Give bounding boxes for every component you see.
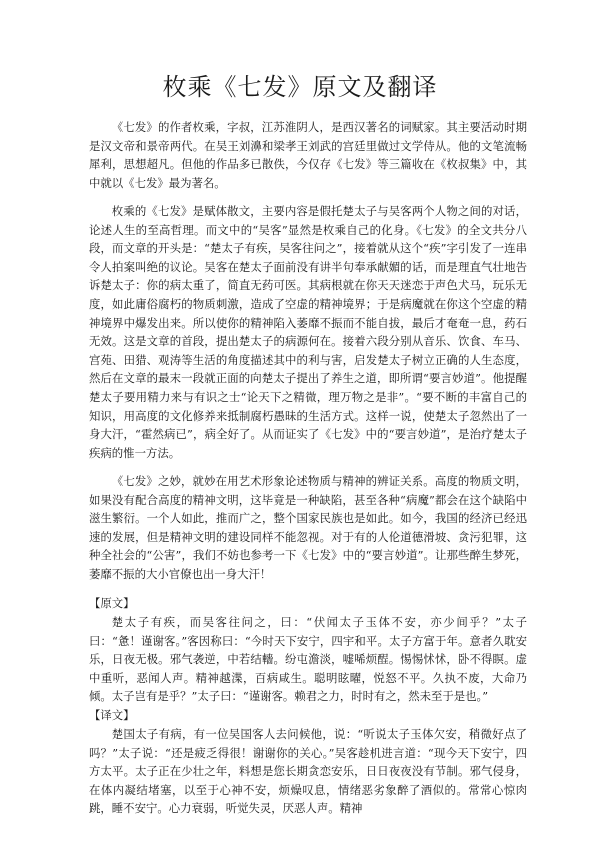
intro-paragraph: 《七发》的作者枚乘，字叔，江苏淮阴人，是西汉著名的词赋家。其主要活动时期是汉文帝和景帝两代。在吴王刘濞和梁孝王刘武的宫廷里做过文学侍从。他的文笔流畅犀利，思想超凡。但他的作品多已散佚，今仅存《七发》等三篇收在《枚叔集》中，其中就以《七发》最为著名。: [89, 120, 527, 190]
translation-heading: 【译文】: [89, 708, 135, 722]
page-title: 枚乘《七发》原文及翻译: [162, 73, 438, 101]
analysis-paragraph: 枚乘的《七发》是赋体散文，主要内容是假托楚太子与吴客两个人物之间的对话，论述人生的至高哲理。而文中的“吴客”显然是枚乘自己的化身。《七发》的全文共分八段，而文章的开头是：“楚太子有疾，吴客往问之”，接着就从这个“疾”字引发了一连串令人拍案叫绝的议论。吴客在楚太子面前没有讲半句奉承献媚的话，而是理直气壮地告诉楚太子：你的病太重了，简直无药可医。其病根就在你天天迷恋于声色犬马，玩乐无度，如此庸俗腐朽的物质刺激，造成了空虚的精神境界；于是病魔就在你这个空虚的精神境界中爆发出来。所以使你的精神陷入萎靡不振而不能自拔，最后才奄奄一息，药石无效。这是文章的首段，提出楚太子的病源何在。接着六段分别从音乐、饮食、车马、宫苑、田猎、观涛等生活的角度描述其中的利与害，启发楚太子树立正确的人生态度，然后在文章的最末一段就正面的向楚太子提出了养生之道，即所谓“要言妙道”。他提醒楚太子要用精力来与有识之士“论天下之精微，理万物之是非”。“要不断的丰富自己的知识，用高度的文化修养来抵制腐朽愚昧的生活方式。这样一说，使楚太子忽然出了一身大汗，“霍然病已”，病全好了。从而证实了《七发》中的“要言妙道”，是治疗楚太子疾病的惟一方法。: [89, 204, 527, 460]
translation-text: 楚国太子有病，有一位吴国客人去问候他，说：“听说太子玉体欠安，稍微好点了吗？”太子说：“还是疲乏得很！谢谢你的关心。”吴客趁机进言道：“现今天下安宁，四方太平。太子正在少壮之年，料想是您长期贪恋安乐，日日夜夜没有节制。邪气侵身，在体内凝结堵塞，以至于心神不安，烦燥叹息，情绪恶劣象醉了酒似的。常常心惊肉跳，睡不安宁。心力衰弱，听觉失灵，厌恶人声。精神: [89, 727, 527, 816]
commentary-paragraph: 《七发》之妙，就妙在用艺术形象论述物质与精神的辨证关系。高度的物质文明，如果没有配合高度的精神文明，这毕竟是一种缺陷，甚至各种“病魔”都会在这个缺陷中滋生繁衍。一个人如此，推而广之，整个国家民族也是如此。如今，我国的经济已经迅速的发展，但是精神文明的建设同样不能忽视。对于有的人伦道德滑坡、贪污犯罪，这种全社会的“公害”，我们不妨也参考一下《七发》中的“要言妙道”。让那些醉生梦死，萎靡不振的大小官僚也出一身大汗！: [89, 474, 527, 581]
original-text: 楚太子有疾，而吴客往问之，曰：“伏闻太子玉体不安，亦少间乎？”太子曰：“惫！谨谢客。”客因称曰：“今时天下安宁，四宇和平。太子方富于年。意者久耽安乐，日夜无极。邪气袭逆，中若结轖。纷屯澹淡，嘘唏烦酲。惕惕怵怵，卧不得瞑。虚中重听，恶闻人声。精神越渫，百病咸生。聪明眩曜，悦怒不平。久执不废，大命乃倾。太子岂有是乎？”太子曰：“谨谢客。赖君之力，时时有之，然未至于是也。”: [89, 615, 527, 704]
original-heading: 【原文】: [89, 596, 135, 610]
